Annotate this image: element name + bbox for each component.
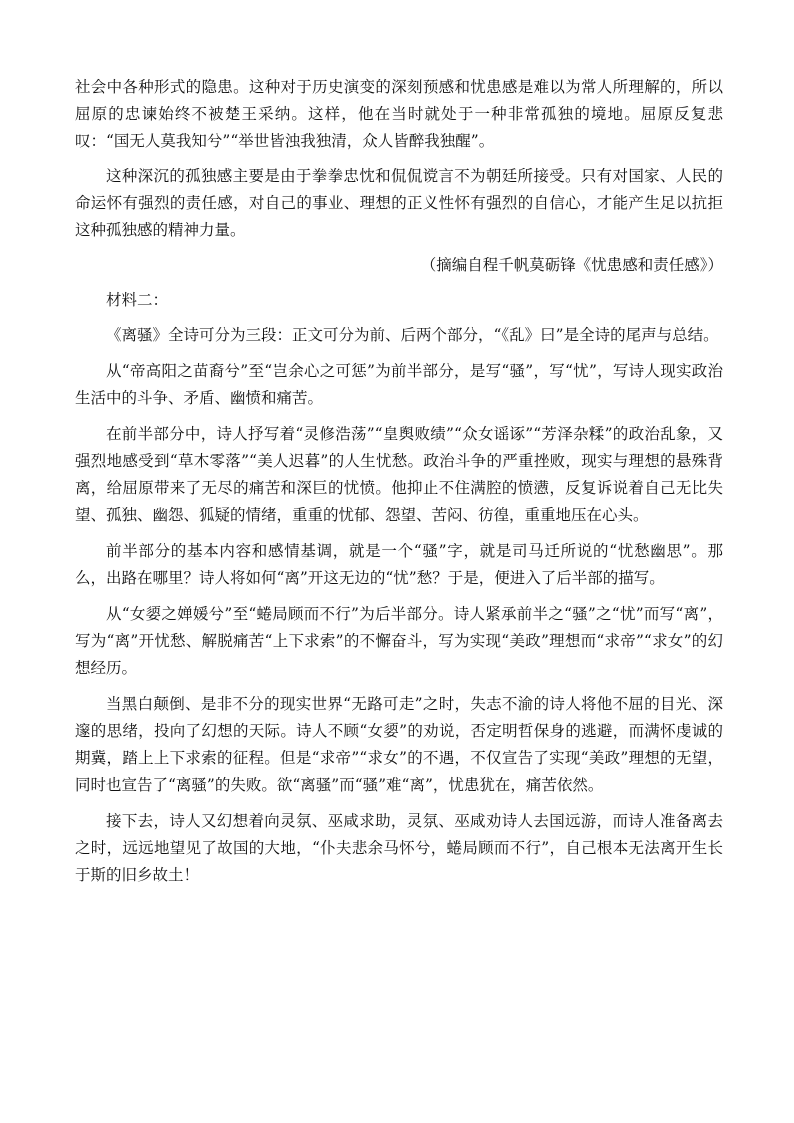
paragraph-continuation: 社会中各种形式的隐患。这种对于历史演变的深刻预感和忧患感是难以为常人所理解的，所以屈原的忠谏始终不被楚王采纳。这样，他在当时就处于一种非常孤独的境地。屈原反复悲叹：“国无人莫我知兮”“举世皆浊我独清，众人皆醉我独醒”。 <box>75 78 723 150</box>
source-citation: （摘编自程千帆莫砺锋《忧患感和责任感》） <box>420 256 723 274</box>
paragraph-homeland: 接下去，诗人又幻想着向灵氛、巫咸求助，灵氛、巫咸劝诗人去国远游，而诗人准备离去之时，远远地望见了故国的大地，“仆夫悲余马怀兮，蜷局顾而不行”，自己根本无法离开生长于斯的旧乡故土！ <box>75 812 723 884</box>
paragraph-first-half-detail: 在前半部分中，诗人抒写着“灵修浩荡”“皇舆败绩”“众女谣诼”“芳泽杂糅”的政治乱象，又强烈地感受到“草木零落”“美人迟暮”的人生忧愁。政治斗争的严重挫败，现实与理想的悬殊背离，给屈原带来了无尽的痛苦和深巨的忧愤。他抑止不住满腔的愤懑，反复诉说着自己无比失望、孤独、幽怨、狐疑的情绪，重重的忧郁、怨望、苦闷、彷徨，重重地压在心头。 <box>75 425 723 524</box>
paragraph-loneliness: 这种深沉的孤独感主要是由于拳拳忠忱和侃侃谠言不为朝廷所接受。只有对国家、人民的命运怀有强烈的责任感，对自己的事业、理想的正义性怀有强烈的自信心，才能产生足以抗拒这种孤独感的精神力量。 <box>75 167 723 239</box>
paragraph-keynote: 前半部分的基本内容和感情基调，就是一个“骚”字，就是司马迁所说的“忧愁幽思”。那么，出路在哪里？诗人将如何“离”开这无边的“忧”愁？于是，便进入了后半部的描写。 <box>75 542 723 587</box>
paragraph-first-half: 从“帝高阳之苗裔兮”至“岂余心之可惩”为前半部分，是写“骚”，写“忧”，写诗人现实政治生活中的斗争、矛盾、幽愤和痛苦。 <box>75 362 723 407</box>
document-body <box>75 74 723 889</box>
paragraph-structure: 《离骚》全诗可分为三段：正文可分为前、后两个部分，“《乱》曰”是全诗的尾声与总结。 <box>106 326 719 344</box>
section-heading-material-two: 材料二： <box>106 291 169 309</box>
paragraph-second-half: 从“女媭之婵媛兮”至“蜷局顾而不行”为后半部分。诗人紧承前半之“骚”之“忧”而写“离”，写为“离”开忧愁、解脱痛苦“上下求索”的不懈奋斗，写为实现“美政”理想而“求帝”“求女”的幻想经历。 <box>75 605 723 677</box>
paragraph-fantasy: 当黑白颠倒、是非不分的现实世界“无路可走”之时，失志不渝的诗人将他不屈的目光、深邃的思绪，投向了幻想的天际。诗人不顾“女媭”的劝说，否定明哲保身的逃避，而满怀虔诚的期冀，踏上上下求索的征程。但是“求帝”“求女”的不遇，不仅宣告了实现“美政”理想的无望，同时也宣告了“离骚”的失败。欲“离骚”而“骚”难“离”，忧患犹在，痛苦依然。 <box>75 695 723 794</box>
